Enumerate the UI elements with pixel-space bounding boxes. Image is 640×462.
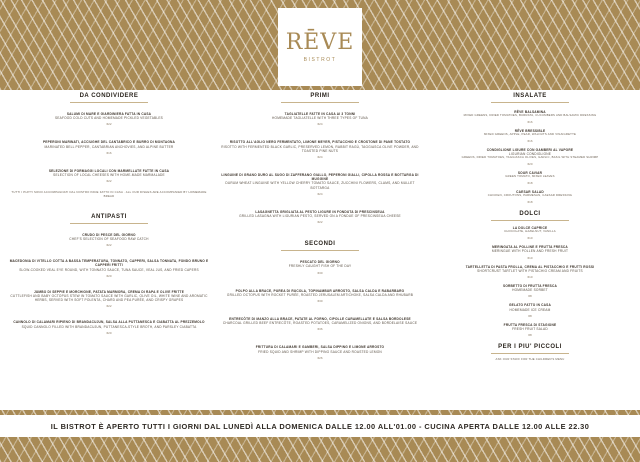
item-price: €8 [528,313,532,318]
menu-item [220,140,420,159]
item-translation: FRESHLY CAUGHT FISH OF THE DAY [288,264,352,269]
item-price: €18 [527,200,533,205]
item-name: PESCATO DEL GIORNO [300,260,340,265]
menu-item [9,290,209,309]
menu-item [430,110,630,124]
bread-note: TUTTI I PIATTI SONO ACCOMPAGNATI DAL NOSTRO PANE FATTO IN CASA · ALL OUR DISHES ARE ACCOMPANIED BY HOMEMADE BREAD [11,190,207,199]
item-price: €16 [527,139,533,143]
item-translation: SLOW-COOKED VEAL EYE ROUND, WITH TONNATO SAUCE, TUNA SAUCE, VEAL JUS, AND FRIED CAPERS [19,267,199,272]
item-translation: DURUM WHEAT LINGUINE WITH YELLOW CHERRY TOMATO SAUCE, ZUCCHINI FLOWERS, CLAMS, AND MULLET BOTTARGA [225,181,415,190]
item-translation: SEAFOOD COLD CUTS AND HOMEMADE PICKLED VEGETABLES [54,116,164,121]
item-translation: CHEF'S SELECTION OF SEAFOOD RAW CATCH [69,237,149,242]
item-translation: MARINATED BELL PEPPER, CANTABRIAN ANCHOVIES, AND ALPINE BUTTER [44,144,174,149]
item-name: MACEDONIA DI VITELLO COTTA A BASSA TEMPERATURA, TONNATO, CAPPERI, SALSA TONNATA, FONDO BRUNO E CAPPERI FRITTI [9,259,209,268]
item-name: CAESAR SALAD [516,190,544,195]
item-price: €16 [106,150,112,155]
item-price: €30 [317,270,323,275]
item-translation: CUTTLEFISH AND BABY OCTOPUS STEW IN TOMATO SAUCE WITH GARLIC, OLIVE OIL, WHITE WINE AND AROMATIC HERBS, SERVED WITH SOFT POLENTA, CHARD AND PEA PURÉE, AND CRISPY GRAPES [10,294,208,303]
logo-word: RĒVE [285,29,355,55]
logo-subtitle: BISTROT [303,56,337,63]
menu-item [430,226,630,240]
item-price: €24 [317,155,323,160]
item-name: FRITTURA DI CALAMARI E GAMBERI, SALSA DIPPING E LIMONE ARROSTO [255,345,385,350]
menu-item [220,112,420,126]
item-price: €20 [527,162,533,167]
item-name: MERINGATA AL POLLINE E FRUTTA FRESCA [492,245,568,250]
item-translation: SELECTION OF LOCAL CHEESES WITH HOME-MADE MARMALADE [53,173,165,178]
item-price: €24 [317,191,323,196]
opening-hours-bar [0,415,640,437]
menu-item [430,245,630,259]
item-name: TARTELLETTA DI PASTA FROLLA, CREMA AL PISTACCHIO E FRUTTI ROSSI [465,264,595,269]
section-divider [491,353,569,354]
menu-item [9,140,209,154]
menu-item [430,171,630,185]
item-translation: MERINGUE WITH POLLEN AND FRESH FRUIT [491,249,569,254]
item-name: RÊVE BRESSIBLE [514,129,546,133]
item-price: €10 [527,236,533,241]
item-translation: MIXED GREENS, DRIED TOMATOES, BURRATA, CUCUMBERS AND BALSAMIC DRESSING [463,113,597,118]
item-name: SOUR CAVIAR [517,171,543,176]
item-translation: CHOCOLATE, HAZELNUT, VANILLA [504,229,556,234]
menu-item [430,148,630,166]
menu-item [220,289,420,303]
menu-item [430,323,630,337]
item-translation: SHORTCRUST TARTLET WITH PISTACHIO CREAM AND FRUITS [477,268,583,273]
item-translation: HOMEMADE ICE CREAM [509,307,551,312]
item-translation: FRIED SQUID AND SHRIMP WITH DIPPING SAUCE AND ROASTED LEMON [258,349,382,354]
item-translation: HOMEMADE TAGLIATELLE WITH THREE TYPES OF TUNA [272,116,368,121]
item-translation: CHICKEN, CROUTONS, PARMESAN, CAESAR DRESSING [487,193,573,198]
item-translation: GRILLED OCTOPUS WITH ROCKET PURÉE, ROASTED JERUSALEM ARTICHOKE, SALSA CALDA AND RHUBARB [226,292,414,297]
item-price: €20 [106,273,112,278]
menu-item [220,173,420,196]
item-translation: MIXED GREENS, APPLE, PEAR, WALNUTS AND VINAIGRETTE [483,132,577,137]
section-title-secondi: SECONDI [304,241,336,248]
item-translation: CHARCOAL GRILLED BEEF ENTRECÔTE, ROASTED POTATOES, CARAMELIZED ONIONS, AND BORDELAISE SAUCE [222,321,418,326]
section-divider [281,102,359,103]
kids-note: ASK OUR STAFF FOR THE CHILDREN'S MENU [495,357,565,362]
item-translation: RISOTTO WITH FERMENTED BLACK GARLIC, PRESERVED LEMON, RABBIT RAGÙ, TAGGIASCA OLIVE POWDER, AND TOASTED PINE NUTS [221,144,419,153]
item-name: LINGUINE DI GRANO DURO AL SUGO DI ZAFFERANO GIALLO, PEPERONI GIALLI, CIPOLLA ROSSA E BOTTARGA DI MUGGINE [221,173,419,182]
menu-item [220,345,420,359]
menu-item [9,259,209,278]
section-divider [491,220,569,221]
menu-item [9,112,209,126]
item-translation: GRILLED LASAGNA WITH LIGURIAN PESTO, SERVED ON A FONDUE OF PRESCINSEUA CHEESE [239,214,401,219]
menu-item [430,265,630,279]
column-left [9,92,209,335]
item-price: €22 [106,179,112,184]
item-price: €22 [106,304,112,309]
menu-item [430,303,630,317]
section-title-primi: PRIMI [310,93,330,99]
item-price: €10 [527,255,533,260]
item-name: JUMBO DI SEPPIE E MORCHIONE, PATATA MARMORA, CREMA DI RAPA E OLIVE FRITTE [33,289,185,294]
item-price: €8 [528,333,532,338]
item-description: GREENS, DRIED TOMATOES, TAGGIASCA OLIVES, GARLIC, BASIL WITH STEAMED SHRIMP [461,155,599,160]
opening-hours-text: IL BISTROT È APERTO TUTTI I GIORNI DAL LUNEDÌ ALLA DOMENICA DALLE 12.00 ALL'01.00 - CUCINA APERTA DALLE 12.00 ALLE 22.30 [50,421,590,431]
column-middle [220,92,420,360]
section-divider [491,102,569,103]
item-price: €30 [317,299,323,304]
item-name: CANNOLO DI CALAMARI RIPIENO DI BRANDACUJUN, SALSA ALLA PUTTANESCA E CIABATTA AL PREZZEMOLO [13,320,205,325]
menu-item [220,210,420,224]
item-translation: SQUID CANNOLO FILLED WITH BRANDACUJUN, PUTTANESCA-STYLE BROTH, AND PARSLEY CIABATTA [21,324,197,329]
section-divider [281,250,359,251]
section-title-antipasti: ANTIPASTI [91,213,127,220]
item-price: €26 [317,355,323,360]
column-right [430,92,630,362]
menu-item [9,169,209,183]
section-divider [70,102,148,103]
section-title-kids: PER I PIU' PICCOLI [498,344,562,351]
section-title-insalate: INSALATE [513,93,547,99]
item-price: €20 [106,330,112,335]
section-divider [70,223,148,224]
item-translation: HOMEMADE SORBET [512,288,548,293]
item-name: LASAGNETTA GRIGLIATA AL PESTO LIGURE IN FONDUTA DI PRESCINSEUA [255,209,385,214]
item-name: ENTRECÔTE DI MANZO ALLA BRACE, PATATE AL FORNO, CIPOLLE CARAMELLATE E SALSA BORDOLESE [229,317,411,322]
item-name: GELATO FATTO IN CASA [508,303,551,308]
item-price: €22 [317,220,323,225]
section-title-dolci: DOLCI [519,211,541,218]
item-name: RÊVE BALSAMINA [514,110,546,114]
item-price: €36 [317,327,323,332]
item-price: €16 [527,120,533,124]
item-name: SALUMI DI MARE E GIARDINIERA FATTA IN CASA [66,112,152,116]
menu-item [430,129,630,143]
item-price: €18 [527,181,533,186]
item-price: €22 [106,122,112,127]
item-name: RISOTTO ALL'AGLIO NERO FERMENTATO, LIMONE MEYER, PISTACCHIO E CROSTONE DI PANE TOSTATO [229,140,411,145]
item-price: €8 [528,294,532,299]
item-price: €22 [106,243,112,248]
item-price: €10 [527,275,533,280]
item-name: CONDIGLIONE LIGURE CON GAMBERI AL VAPORE [486,148,574,152]
section-title-condividere: DA CONDIVIDERE [79,93,139,99]
menu-item [9,320,209,334]
item-name: PEPERONI MARINATI, ACCIUGHE DEL CANTABRICO E BURRO DI MONTAGNA [42,140,176,145]
item-translation: FRESH FRUIT SALAD [512,327,548,332]
menu-item [220,317,420,331]
item-name: CRUDO DI PESCE DEL GIORNO [82,232,136,237]
menu-item [430,190,630,204]
menu-item [430,284,630,298]
item-translation: LIGURIAN CONDIGLIONE [508,152,552,157]
item-translation: GREEN TOMATO, MIXED LEAVES [505,174,555,179]
item-name: SELEZIONE DI FORMAGGI LOCALI CON MARMELLATE FATTE IN CASA [48,168,170,173]
brand-logo [278,8,362,86]
menu-item [220,260,420,274]
item-name: SORBETTO DI FRUTTA FRESCA [503,284,557,289]
item-name: FRUTTA FRESCA DI STAGIONE [503,322,557,327]
item-name: TAGLIATELLE FATTE IN CASA AI 3 TONNI [284,112,356,116]
menu-item [9,233,209,247]
item-name: LA DOLCE CAPRICE [512,226,548,231]
item-name: POLPO ALLA BRACE, PUREA DI RUCOLA, TOPINAMBUR ARROSTO, SALSA CALDA E RABARBARO [235,288,405,293]
item-price: €24 [317,122,323,127]
